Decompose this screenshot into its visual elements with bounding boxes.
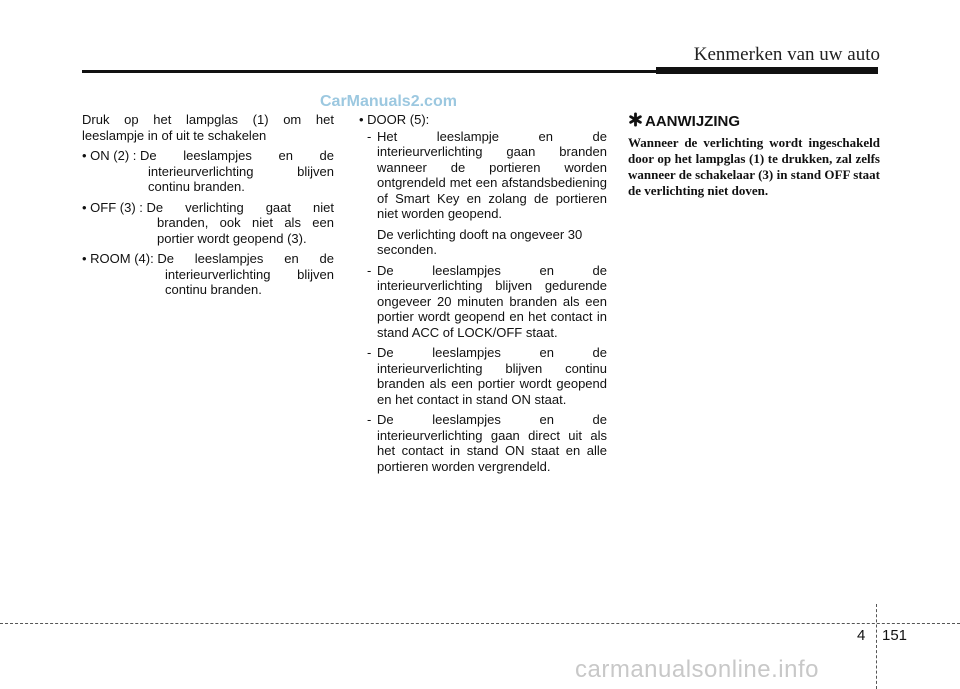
door-item-4 — [355, 412, 607, 474]
dash: - — [367, 262, 372, 278]
door-item-2 — [355, 263, 607, 341]
door-note: De verlichting dooft na ongeveer 30 seconden. — [377, 226, 583, 257]
note-heading — [628, 112, 880, 131]
door-heading: • DOOR (5): — [359, 112, 430, 127]
bullet-key: • OFF (3) : — [82, 199, 147, 215]
asterisk-icon — [628, 112, 643, 131]
bullet-first-line: De verlichting gaat niet — [146, 199, 334, 215]
intro-line-2: leeslampje in of uit te schakelen — [82, 127, 267, 143]
header-rule-accent — [656, 67, 878, 74]
intro-line-1: Druk op het lampglas (1) om het — [82, 112, 334, 127]
page-number: 151 — [882, 627, 908, 644]
door-item-text: Het leeslampje en de interieurverlichting gaan branden wanneer de portieren worden ontgrendeld met een afstandsbediening of Smart Key en zolang de portieren niet worden geopend. — [377, 128, 607, 221]
door-item-text: De leeslampjes en de interieurverlichting blijven continu branden als een portier wordt geopend en het contact in stand ON staat. — [377, 345, 607, 407]
bullet-first-line: De leeslampjes en de — [140, 148, 334, 163]
bullet-continuation: interieurverlichting blijven continu branden. — [165, 266, 334, 297]
bullet-on — [82, 148, 334, 195]
column-left — [82, 112, 334, 303]
bullet-continuation: branden, ook niet als een portier wordt geopend (3). — [157, 215, 334, 246]
dash: - — [367, 128, 372, 144]
column-right — [628, 112, 880, 199]
note-title: AANWIJZING — [645, 112, 740, 130]
bullet-key: • ROOM (4): — [82, 251, 158, 266]
column-middle — [355, 112, 607, 479]
chapter-number: 4 — [857, 627, 866, 644]
dash: - — [367, 345, 372, 360]
bullet-continuation: interieurverlichting blijven continu branden. — [148, 163, 334, 194]
dash: - — [367, 412, 372, 427]
door-item-text: De leeslampjes en de interieurverlichting blijven gedurende ongeveer 20 minuten branden als een portier wordt geopend en het contact in stand ACC of LOCK/OFF staat. — [377, 262, 607, 340]
header-title: Kenmerken van uw auto — [693, 44, 880, 65]
door-item-3 — [355, 345, 607, 407]
footer-rule — [0, 623, 960, 624]
intro-text — [82, 112, 334, 143]
bullet-off — [82, 200, 334, 247]
footer-divider — [876, 604, 877, 689]
note-body: Wanneer de verlichting wordt ingeschakeld door op het lampglas (1) te drukken, zal zelfs wanneer de schakelaar (3) in stand OFF staat de verlichting niet doven. — [628, 134, 880, 198]
bullet-first-line: De leeslampjes en de — [157, 251, 334, 266]
door-item-1 — [355, 129, 607, 222]
door-item-text: De leeslampjes en de interieurverlichting gaan direct uit als het contact in stand ON staat en alle portieren worden vergrendeld. — [377, 412, 607, 474]
watermark-top: CarManuals2.com — [320, 93, 457, 110]
bullet-key: • ON (2) : — [82, 148, 140, 163]
watermark-bottom: carmanualsonline.info — [575, 656, 819, 683]
bullet-room — [82, 251, 334, 298]
